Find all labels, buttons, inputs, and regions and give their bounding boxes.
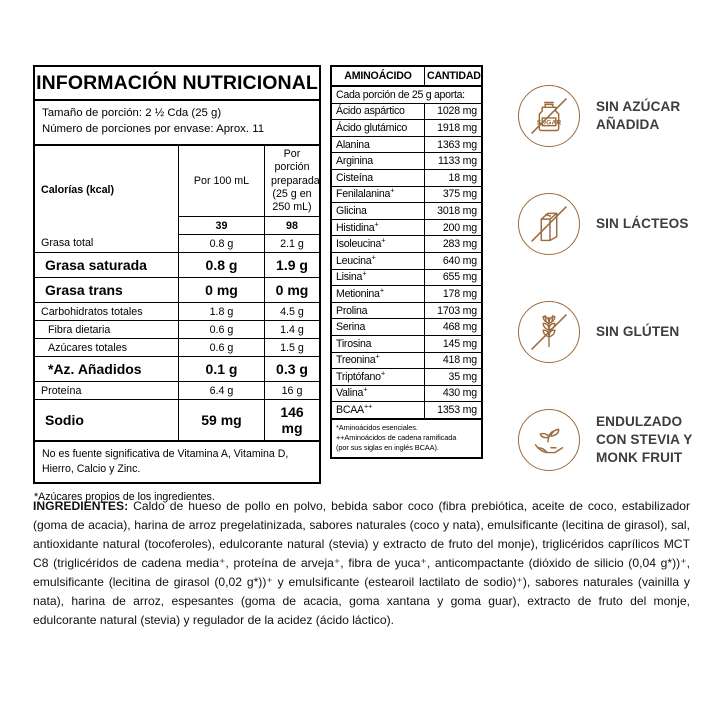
nutrition-row <box>35 400 319 442</box>
amino-acid-row <box>332 335 481 352</box>
amino-acid-name: Serina <box>332 319 425 336</box>
amino-acid-row <box>332 269 481 286</box>
calories-label: Calorías (kcal) <box>41 184 115 197</box>
amino-acid-row <box>332 219 481 236</box>
amino-acid-row <box>332 236 481 253</box>
amino-footnotes <box>332 420 481 457</box>
claim-label: SIN AZÚCAR AÑADIDA <box>596 98 681 132</box>
nutrient-name: Azúcares totales <box>35 339 179 357</box>
amino-footnote-3: (por sus siglas en inglés BCAA). <box>336 442 439 452</box>
amino-acid-row <box>332 103 481 120</box>
nutrition-row <box>35 339 319 357</box>
amino-acid-name: Lisina+ <box>332 269 425 286</box>
amino-acid-name: BCAA++ <box>332 402 425 419</box>
amino-acid-amount: 418 mg <box>425 352 482 369</box>
calories-per-100ml: 39 <box>179 217 265 235</box>
amino-acid-amount: 283 mg <box>425 236 482 253</box>
nutrition-row <box>35 235 319 253</box>
essential-marker: + <box>362 269 367 278</box>
amino-acid-amount: 1353 mg <box>425 402 482 419</box>
amino-acid-box <box>330 65 483 459</box>
nutrient-value-per-100ml: 0.1 g <box>179 357 265 382</box>
amino-acid-amount: 468 mg <box>425 319 482 336</box>
claim-label: ENDULZADO CON STEVIA Y MONK FRUIT <box>596 413 693 466</box>
nutrition-table <box>35 146 319 442</box>
nutrient-name: Grasa trans <box>35 278 179 303</box>
amino-acid-name: Arginina <box>332 153 425 170</box>
amino-acid-name: Leucina+ <box>332 252 425 269</box>
no-dairy-icon <box>518 193 580 255</box>
amino-acid-name: Glicina <box>332 203 425 220</box>
amino-acid-name: Ácido glutámico <box>332 120 425 137</box>
amino-acid-row <box>332 120 481 137</box>
amino-acid-row <box>332 369 481 386</box>
amino-acid-amount: 145 mg <box>425 335 482 352</box>
serving-info <box>35 101 319 145</box>
serving-size: Tamaño de porción: 2 ½ Cda (25 g) <box>42 107 222 120</box>
amino-acid-amount: 35 mg <box>425 369 482 386</box>
nutrient-value-per-serving: 146 mg <box>265 400 320 442</box>
nutrient-value-per-100ml: 0.8 g <box>179 253 265 278</box>
essential-marker: + <box>379 285 384 295</box>
amino-footnote-2: ++Aminoácidos de cadena ramificada <box>336 432 457 442</box>
amino-acid-table <box>332 67 481 420</box>
ingredients-label: INGREDIENTES: <box>33 499 129 513</box>
amino-acid-row <box>332 302 481 319</box>
nutrition-row <box>35 278 319 303</box>
calories-per-serving: 98 <box>265 217 320 235</box>
essential-marker: ++ <box>363 401 373 411</box>
amino-acid-amount: 18 mg <box>425 169 482 186</box>
amino-acid-amount: 655 mg <box>425 269 482 286</box>
nutrient-value-per-serving: 1.4 g <box>265 321 320 339</box>
amino-acid-name: Isoleucina+ <box>332 236 425 253</box>
nutrient-value-per-serving: 0 mg <box>265 278 320 303</box>
amino-acid-amount: 430 mg <box>425 385 482 402</box>
amino-acid-name: Metionina+ <box>332 286 425 303</box>
amino-header-name: AMINOÁCIDO <box>332 67 425 86</box>
claim-item <box>518 278 720 386</box>
amino-acid-name: Treonina+ <box>332 352 425 369</box>
amino-acid-name: Prolina <box>332 302 425 319</box>
amino-intro: Cada porción de 25 g aporta: <box>332 86 481 103</box>
nutrient-value-per-100ml: 6.4 g <box>179 382 265 400</box>
claims-list <box>518 62 720 494</box>
page-title: INFORMACIÓN NUTRICIONAL <box>35 67 319 101</box>
amino-acid-name: Valina+ <box>332 385 425 402</box>
essential-marker: + <box>375 352 380 361</box>
nutrition-facts-box <box>33 65 321 484</box>
amino-acid-row <box>332 319 481 336</box>
amino-acid-row <box>332 352 481 369</box>
claim-item <box>518 62 720 170</box>
amino-footnote-1: *Aminoácidos esenciales. <box>336 422 418 432</box>
amino-acid-name: Cisteína <box>332 169 425 186</box>
column-a-header: Por 100 mL <box>179 146 265 217</box>
nutrient-name: Proteína <box>35 382 179 400</box>
servings-per-container: Número de porciones por envase: Aprox. 11 <box>42 123 265 136</box>
amino-acid-amount: 178 mg <box>425 286 482 303</box>
essential-marker: + <box>381 235 386 245</box>
column-b-header-line1: Por porción <box>274 148 310 174</box>
amino-acid-row <box>332 203 481 220</box>
essential-marker: + <box>363 385 368 394</box>
amino-acid-row <box>332 169 481 186</box>
amino-acid-amount: 1918 mg <box>425 120 482 137</box>
amino-intro-row <box>332 86 481 103</box>
amino-acid-row <box>332 385 481 402</box>
nutrient-name: Grasa total <box>35 235 179 253</box>
amino-acid-name: Fenilalanina+ <box>332 186 425 203</box>
amino-acid-amount: 1363 mg <box>425 136 482 153</box>
amino-acid-row <box>332 136 481 153</box>
amino-acid-name: Triptófano+ <box>332 369 425 386</box>
nutrient-value-per-serving: 4.5 g <box>265 303 320 321</box>
nutrient-value-per-100ml: 59 mg <box>179 400 265 442</box>
claim-item <box>518 170 720 278</box>
nutrient-value-per-100ml: 0.6 g <box>179 339 265 357</box>
ingredients-text: Caldo de hueso de pollo en polvo, bebida sabor coco (fibra prebiótica, aceite de coco, estabilizador (goma de acacia), harina de arroz pregelatinizada, sabores naturales (coco y nata), emulsificante (lecitina de girasol), sal, antioxidante natural (tocoferoles), edulcorante natural (stevia) y extracto de fruto del monje), triglicéridos caprílicos MCT C8 (triglicéridos de cadena media⁺, proteína de arveja⁺, fibra de yuca⁺, anticompactante (dióxido de silicio (0,04 g*))⁺, emulsificante (lecitina de girasol (0,02 g*))⁺ y emulsificante (estearoil lactilato de sodio)⁺), sabores naturales (vainilla y nata), harina de arroz, espesantes (goma de acacia, goma xantana y goma guar), extracto de fruto del monje, edulcorante natural (stevia) y regulador de la acidez (ácido láctico). <box>33 499 690 628</box>
nutrient-value-per-serving: 2.1 g <box>265 235 320 253</box>
added-sugar-note: *Azúcares propios de los ingredientes. <box>34 490 215 503</box>
amino-acid-name: Histidina+ <box>332 219 425 236</box>
amino-acid-panel <box>330 65 483 459</box>
nutrient-name: *Az. Añadidos <box>35 357 179 382</box>
amino-table-header-row <box>332 67 481 86</box>
nutrient-name: Grasa saturada <box>35 253 179 278</box>
nutrition-row <box>35 382 319 400</box>
amino-header-amount: CANTIDAD <box>425 67 482 86</box>
plant-in-hand-icon <box>518 409 580 471</box>
nutrient-value-per-100ml: 0 mg <box>179 278 265 303</box>
nutrition-facts-panel <box>33 65 321 503</box>
column-b-header-line3: (25 g en 250 mL) <box>272 187 312 213</box>
amino-acid-amount: 1703 mg <box>425 302 482 319</box>
nutrient-value-per-100ml: 1.8 g <box>179 303 265 321</box>
amino-acid-amount: 200 mg <box>425 219 482 236</box>
nutrient-name: Carbohidratos totales <box>35 303 179 321</box>
amino-acid-amount: 1028 mg <box>425 103 482 120</box>
column-b-header-line2: preparada <box>271 174 320 187</box>
nutrient-value-per-serving: 1.9 g <box>265 253 320 278</box>
essential-marker: + <box>380 368 386 378</box>
claim-item <box>518 386 720 494</box>
nutrient-value-per-serving: 1.5 g <box>265 339 320 357</box>
amino-acid-name: Alanina <box>332 136 425 153</box>
claim-label: SIN LÁCTEOS <box>596 215 689 231</box>
nutrition-footnote: No es fuente significativa de Vitamina A, Vitamina D, Hierro, Calcio y Zinc. <box>42 448 289 475</box>
nutrient-value-per-serving: 16 g <box>265 382 320 400</box>
nutrition-row <box>35 321 319 339</box>
no-gluten-icon <box>518 301 580 363</box>
essential-marker: + <box>371 252 376 262</box>
ingredients-section <box>33 497 690 631</box>
nutrient-value-per-100ml: 0.6 g <box>179 321 265 339</box>
svg-text:SUGAR: SUGAR <box>536 119 562 127</box>
amino-acid-row <box>332 402 481 419</box>
claim-label: SIN GLÚTEN <box>596 323 680 339</box>
amino-acid-amount: 3018 mg <box>425 203 482 220</box>
nutrient-value-per-serving: 0.3 g <box>265 357 320 382</box>
nutrient-name: Fibra dietaria <box>35 321 179 339</box>
no-sugar-icon <box>518 85 580 147</box>
nutrient-value-per-100ml: 0.8 g <box>179 235 265 253</box>
amino-acid-amount: 1133 mg <box>425 153 482 170</box>
essential-marker: + <box>390 186 395 195</box>
amino-acid-row <box>332 186 481 203</box>
essential-marker: + <box>374 219 379 229</box>
nutrition-row <box>35 253 319 278</box>
nutrient-name: Sodio <box>35 400 179 442</box>
column-b-header <box>265 146 320 217</box>
amino-acid-amount: 375 mg <box>425 186 482 203</box>
nutrition-row <box>35 303 319 321</box>
amino-acid-amount: 640 mg <box>425 252 482 269</box>
calories-header-row <box>35 146 319 217</box>
amino-acid-row <box>332 153 481 170</box>
amino-acid-row <box>332 252 481 269</box>
amino-acid-row <box>332 286 481 303</box>
amino-acid-name: Ácido aspártico <box>332 103 425 120</box>
nutrition-row <box>35 357 319 382</box>
amino-acid-name: Tirosina <box>332 335 425 352</box>
